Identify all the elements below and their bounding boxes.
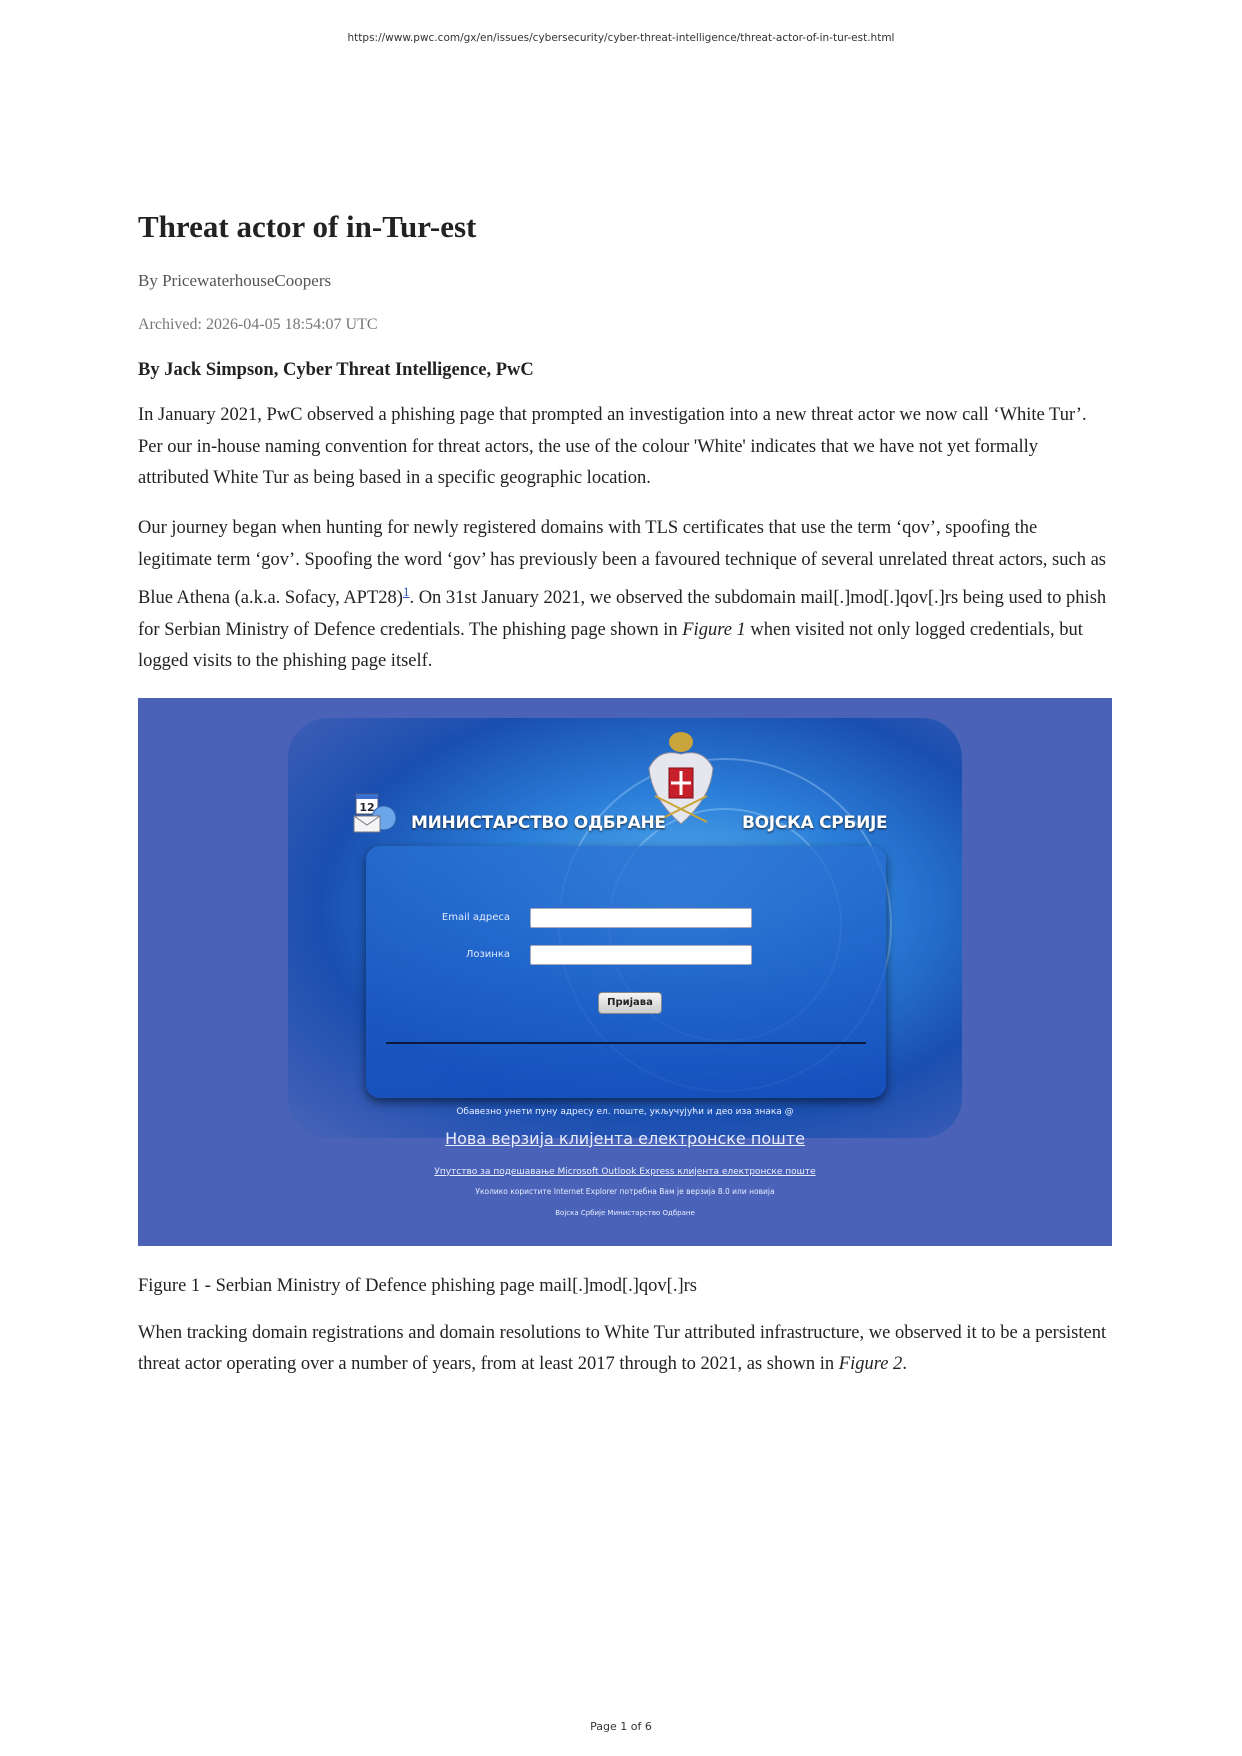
password-field[interactable] [530, 945, 752, 965]
figure-1-image [138, 698, 1112, 1246]
figure-1-caption: Figure 1 - Serbian Ministry of Defence phishing page mail[.]mod[.]qov[.]rs [138, 1275, 697, 1296]
author-line: By Jack Simpson, Cyber Threat Intelligence, PwC [138, 360, 534, 380]
outlook-guide-link[interactable]: Упутство за подешавање Microsoft Outlook Express клијента електронске поште [434, 1166, 816, 1177]
mail-calendar-icon [352, 790, 398, 836]
ie-version-note: Уколико користите Internet Explorer потребна Вам је верзија 8.0 или новија [475, 1186, 775, 1196]
page-number: Page 1 of 6 [590, 1720, 652, 1733]
footnote-link-1[interactable]: 1 [402, 584, 410, 599]
email-field[interactable] [530, 908, 752, 928]
archived-timestamp: Archived: 2026-04-05 18:54:07 UTC [138, 316, 378, 333]
paragraph-2-text-a: Our journey began when hunting for newly registered domains with TLS certificates that use the term ‘qov’, spoofing the legitimate term ‘gov’. Spoofing the word ‘gov’ has previously been a favoured technique of several unrelated threat actors, such as Blue Athena (a.k.a. Sofacy, APT28) [138, 518, 1107, 609]
byline: By PricewaterhouseCoopers [138, 271, 332, 290]
paragraph-3 [138, 1318, 1112, 1381]
login-button[interactable]: Пријава [598, 992, 662, 1014]
password-label: Лозинка [465, 948, 510, 960]
paragraph-2-text-b: . On 31st January 2021, we observed the subdomain mail[.]mod[.]qov[.]rs being used to phish for Serbian Ministry of Defence credentials. The phishing page shown in [138, 588, 1107, 640]
email-label: Email адреса [441, 911, 510, 923]
paragraph-2 [138, 513, 1112, 678]
mail-icon-day: 12 [359, 800, 375, 814]
new-client-link[interactable]: Нова верзија клијента електронске поште [445, 1128, 805, 1148]
email-hint: Обавезно унети пуну адресу ел. поште, укључујући и део иза знака @ [456, 1106, 794, 1117]
figure-1-reference: Figure 1 [682, 619, 746, 640]
page-footer-note: Војска Србије Министарство Одбране [555, 1208, 695, 1217]
paragraph-3-text-b: . [902, 1354, 907, 1375]
panel-divider [386, 1042, 866, 1044]
header-url: https://www.pwc.com/gx/en/issues/cybersecurity/cyber-threat-intelligence/threat-actor-of-in-tur-est.html [347, 32, 895, 44]
login-panel [366, 846, 886, 1098]
article [138, 200, 1112, 1399]
paragraph-1: In January 2021, PwC observed a phishing page that prompted an investigation into a new threat actor we now call ‘White Tur’. Per our in-house naming convention for threat actors, the use of the colour 'White' indicates that we have not yet formally attributed White Tur as being based in a specific geographic location. [138, 405, 1087, 488]
article-title: Threat actor of in-Tur-est [138, 209, 477, 244]
army-heading: ВОЈСКА СРБИЈЕ [742, 812, 888, 833]
paragraph-2-text-c: when visited not only logged credentials, but logged visits to the phishing page itself. [138, 619, 1083, 672]
figure-2-reference: Figure 2 [838, 1354, 903, 1375]
ministry-heading: МИНИСТАРСТВО ОДБРАНЕ [411, 812, 666, 833]
paragraph-3-text-a: When tracking domain registrations and domain resolutions to White Tur attributed infrastructure, we observed it to be a persistent threat actor operating over a number of years, from at least 2017 through to 2021, as shown in [138, 1322, 1107, 1375]
